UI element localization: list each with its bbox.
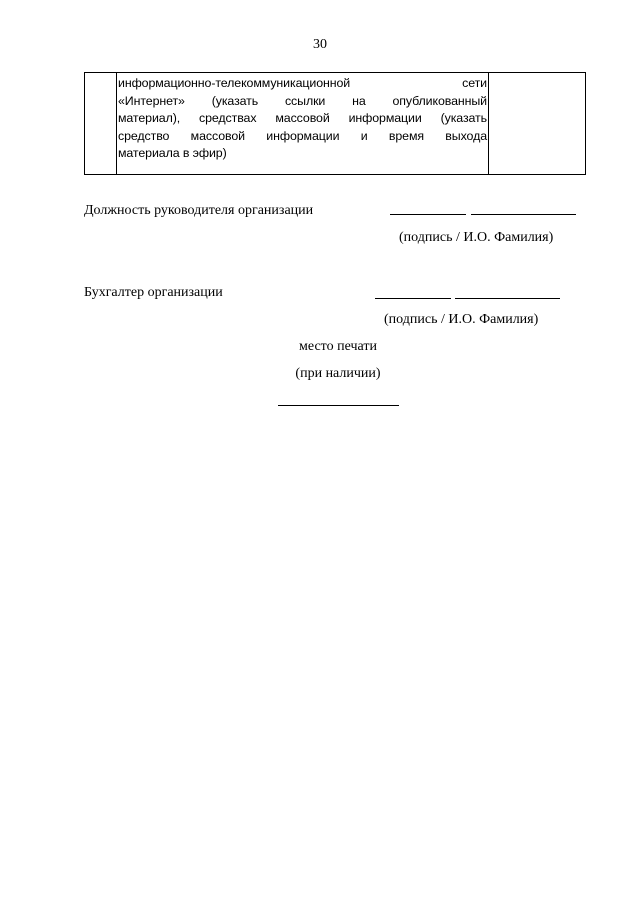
table-cell-number [85,73,117,174]
accountant-signature-caption: (подпись / И.О. Фамилия) [384,312,539,327]
accountant-label: Бухгалтер организации [84,285,223,300]
head-signature-caption: (подпись / И.О. Фамилия) [399,230,554,245]
head-position-label: Должность руководителя организации [84,203,314,218]
head-signature-line [390,214,466,215]
head-name-line [471,214,576,215]
accountant-name-line [455,298,560,299]
description-line: информационно-телекоммуникационной сети [118,76,487,90]
description-line: материала в эфир) [118,146,227,160]
description-line: материал), средствах массовой информации (указать [118,111,487,125]
page-number: 30 [313,37,327,52]
stamp-place-note: (при наличии) [295,366,381,381]
description-line: «Интернет» (указать ссылки на опубликованный [118,93,487,108]
report-table-row [84,72,586,175]
description-line: средство массовой информации и время выхода [118,128,487,143]
table-cell-description [117,73,489,174]
stamp-place-label: место печати [299,339,377,354]
date-line [278,405,399,406]
accountant-signature-line [375,298,451,299]
table-cell-value [489,73,585,174]
